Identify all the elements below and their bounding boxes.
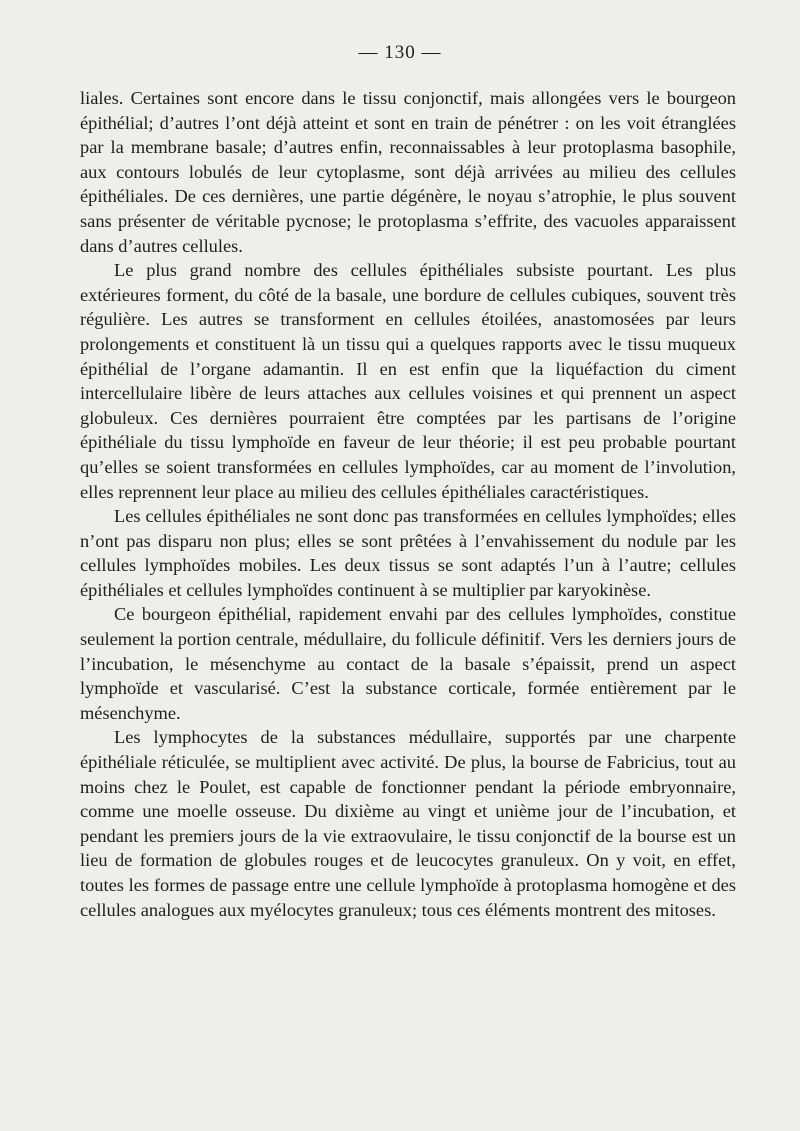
paragraph: Les cellules épithéliales ne sont donc pas transformées en cellules lymphoïdes; elles n’ont pas disparu non plus; elles se sont prêtées à l’envahissement du nodule par les cellules lymphoïdes mobiles. Les deux tissus se sont adaptés l’un à l’autre; cellules épithéliales et cellules lymphoïdes continuent à se multiplier par karyokinèse. <box>80 506 736 600</box>
page-number: — 130 — <box>358 42 442 63</box>
paragraph: liales. Certaines sont encore dans le tissu conjonctif, mais allongées vers le bourgeon épithélial; d’autres l’ont déjà atteint et sont en train de pénétrer : on les voit étranglées par la membrane basale; d’autres enfin, reconnaissables à leur protoplasma basophile, aux contours lobulés de leur cytoplasme, sont déjà arrivées au milieu des cellules épithéliales. De ces dernières, une partie dégénère, le noyau s’atrophie, le plus souvent sans présenter de véritable pycnose; le protoplasma s’effrite, des vacuoles apparaissent dans d’autres cellules. <box>80 88 736 256</box>
paragraph: Ce bourgeon épithélial, rapidement envahi par des cellules lymphoïdes, constitue seulement la portion centrale, médullaire, du follicule définitif. Vers les derniers jours de l’incubation, le mésenchyme au contact de la basale s’épaissit, prend un aspect lymphoïde et vascularisé. C’est la substance corticale, formée entièrement par le mésenchyme. <box>80 604 736 723</box>
body-text <box>80 86 736 922</box>
paragraph: Le plus grand nombre des cellules épithéliales subsiste pourtant. Les plus extérieures forment, du côté de la basale, une bordure de cellules cubiques, souvent très régulière. Les autres se transforment en cellules étoilées, anastomosées par leurs prolongements et constituent là un tissu qui a quelques rapports avec le tissu muqueux épithélial de l’organe adamantin. Il en est enfin que la liquéfaction du ciment intercellulaire libère de leurs attaches aux cellules voisines et qui prennent un aspect globuleux. Ces dernières pourraient être comptées par les partisans de l’origine épithéliale du tissu lymphoïde en faveur de leur théorie; il est peu probable pourtant qu’elles se soient transformées en cellules lymphoïdes, car au moment de l’involution, elles reprennent leur place au milieu des cellules épithéliales caractéristiques. <box>80 260 736 502</box>
paragraph: Les lymphocytes de la substances médullaire, supportés par une charpente épithéliale réticulée, se multiplient avec activité. De plus, la bourse de Fabricius, tout au moins chez le Poulet, est capable de fonctionner pendant la période embryonnaire, comme une moelle osseuse. Du dixième au vingt et unième jour de l’incubation, et pendant les premiers jours de la vie extraovulaire, le tissu conjonctif de la bourse est un lieu de formation de globules rouges et de leucocytes granuleux. On y voit, en effet, toutes les formes de passage entre une cellule lymphoïde à protoplasma homogène et des cellules analogues aux myélocytes granuleux; tous ces éléments montrent des mitoses. <box>80 727 736 920</box>
